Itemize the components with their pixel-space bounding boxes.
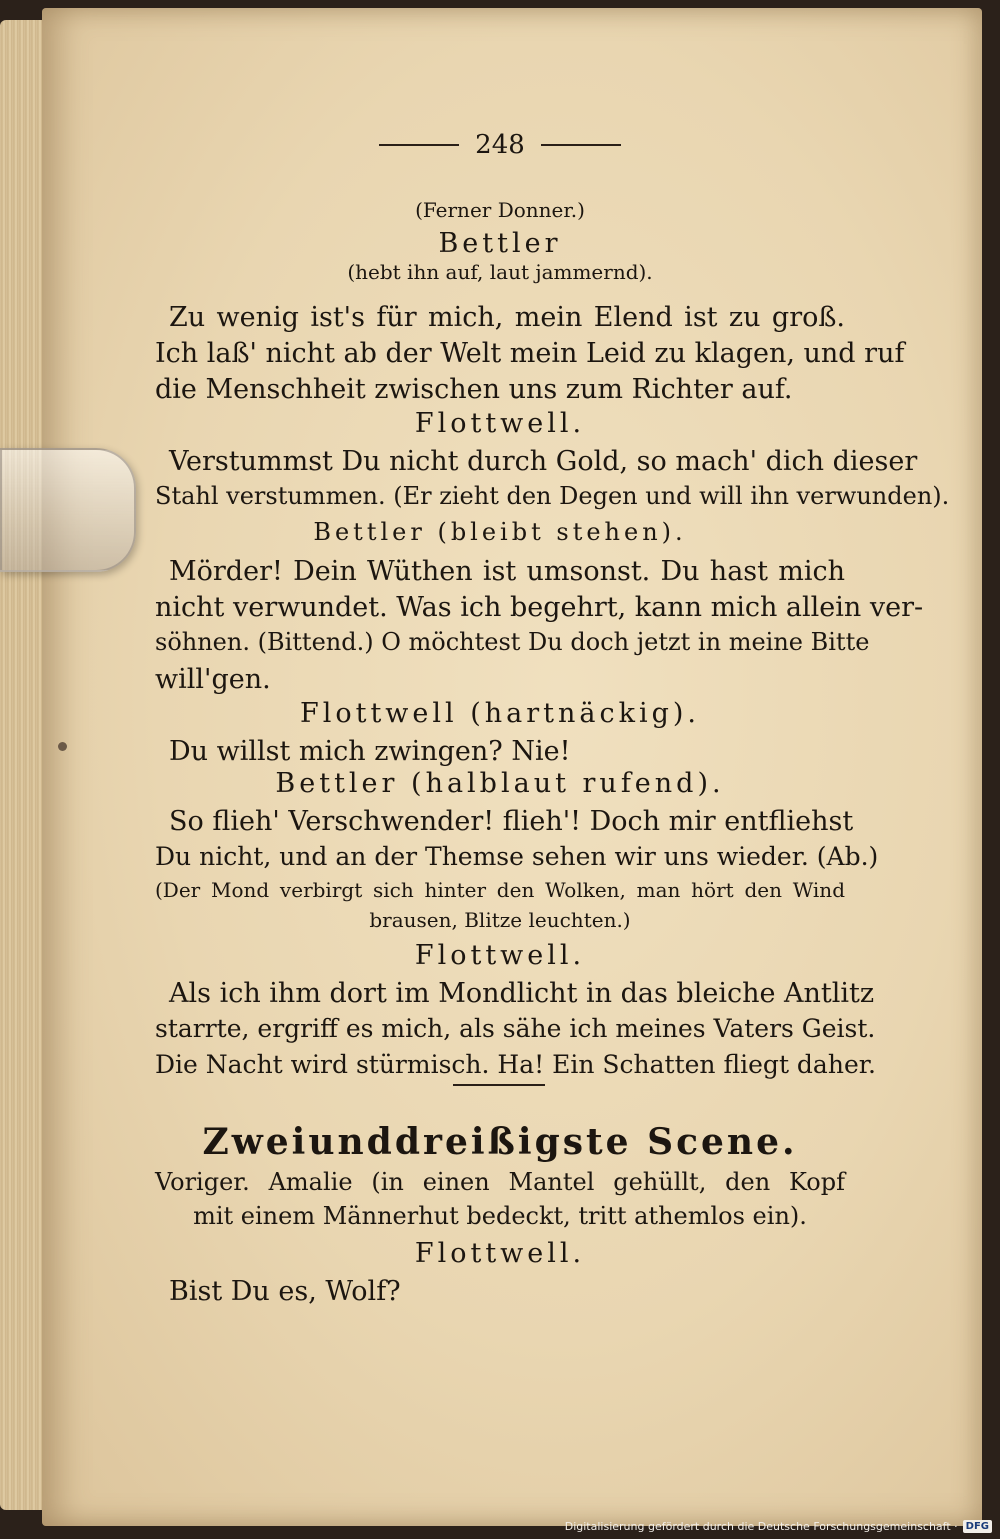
text-line: will'gen. xyxy=(155,664,271,695)
text-line: mit einem Männerhut bedeckt, tritt athemlos ein). xyxy=(193,1202,807,1230)
footer-text: Digitalisierung gefördert durch die Deutsche Forschungsgemeinschaft · xyxy=(564,1520,958,1533)
dfg-logo-icon: DFG xyxy=(963,1520,992,1533)
text-line: Stahl verstummen. (Er zieht den Degen und will ihn verwunden). xyxy=(155,482,950,510)
text-line: die Menschheit zwischen uns zum Richter auf. xyxy=(155,374,793,405)
ink-spot xyxy=(58,742,67,751)
text-line: Verstummst Du nicht durch Gold, so mach' dich dieser xyxy=(169,446,918,477)
text-line: Zu wenig ist's für mich, mein Elend ist zu groß. xyxy=(169,302,845,333)
digitization-footer xyxy=(565,1520,992,1533)
text-line: Die Nacht wird stürmisch. Ha! Ein Schatten fliegt daher. xyxy=(155,1050,876,1079)
text-line: Mörder! Dein Wüthen ist umsonst. Du hast mich xyxy=(169,556,845,587)
page-header xyxy=(155,130,845,160)
speaker-name: Flottwell. xyxy=(414,940,586,971)
page-number: 248 xyxy=(475,130,525,160)
speaker-name: Flottwell (hartnäckig). xyxy=(299,698,701,729)
speaker-name: Flottwell. xyxy=(414,408,586,439)
text-line: Bist Du es, Wolf? xyxy=(169,1276,401,1307)
text-line: Du nicht, und an der Themse sehen wir uns wieder. (Ab.) xyxy=(155,842,879,871)
speaker-name: Flottwell. xyxy=(414,1238,586,1269)
page-clip xyxy=(0,448,136,572)
header-rule-right xyxy=(541,144,621,146)
scene-title: Zweiunddreißigste Scene. xyxy=(202,1121,798,1163)
speaker-name: Bettler (halblaut rufend). xyxy=(275,768,725,799)
speaker-name: Bettler (bleibt stehen). xyxy=(313,518,687,546)
stage-direction: brausen, Blitze leuchten.) xyxy=(369,908,631,932)
text-line: söhnen. (Bittend.) O möchtest Du doch jetzt in meine Bitte xyxy=(155,628,870,656)
text-line: Du willst mich zwingen? Nie! xyxy=(169,736,571,767)
stage-direction: (Ferner Donner.) xyxy=(415,198,585,222)
text-line: starrte, ergriff es mich, als sähe ich meines Vaters Geist. xyxy=(155,1014,876,1043)
stage-direction: (hebt ihn auf, laut jammernd). xyxy=(347,260,653,284)
text-line: Ich laß' nicht ab der Welt mein Leid zu klagen, und ruf xyxy=(155,338,905,369)
section-divider xyxy=(453,1084,545,1086)
text-line: nicht verwundet. Was ich begehrt, kann mich allein ver- xyxy=(155,592,924,623)
header-rule-left xyxy=(379,144,459,146)
text-line: Als ich ihm dort im Mondlicht in das bleiche Antlitz xyxy=(169,978,875,1009)
text-line: So flieh' Verschwender! flieh'! Doch mir entfliehst xyxy=(169,806,854,837)
stage-direction: (Der Mond verbirgt sich hinter den Wolken, man hört den Wind xyxy=(155,878,845,902)
speaker-name: Bettler xyxy=(438,228,562,259)
text-line: Voriger. Amalie (in einen Mantel gehüllt, den Kopf xyxy=(155,1168,845,1196)
